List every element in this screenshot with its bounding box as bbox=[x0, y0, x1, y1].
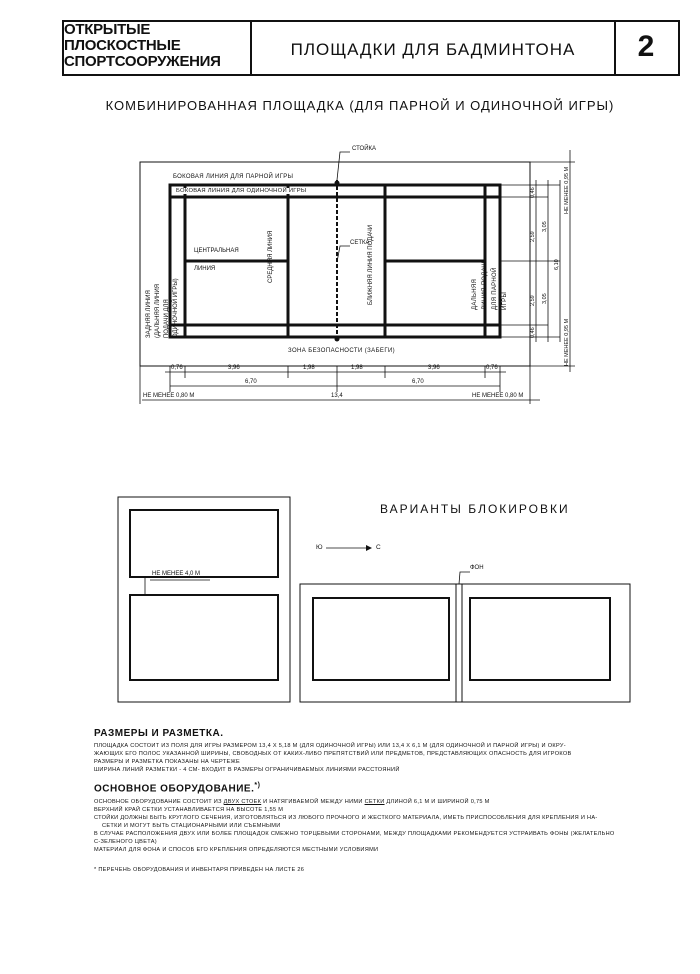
brand-line-1: ОТКРЫТЫЕ bbox=[64, 21, 151, 38]
post-label: СТОЙКА bbox=[352, 146, 377, 152]
dim-half: 6,70 bbox=[245, 379, 257, 385]
north-label: С bbox=[376, 544, 381, 551]
middle-line-label: СРЕДНЯЯ ЛИНИЯ bbox=[268, 230, 274, 283]
dim-half: 6,70 bbox=[412, 379, 424, 385]
dim-bottom: 1,98 bbox=[351, 365, 363, 371]
sheet-number: 2 bbox=[637, 30, 655, 63]
short-service-line-label: БЛИЖНЯЯ ЛИНИЯ ПОДАЧИ bbox=[368, 224, 374, 305]
net-label: СЕТКА bbox=[350, 240, 370, 246]
min-right-label: НЕ МЕНЕЕ 0,80 М bbox=[472, 393, 524, 399]
dim-bottom: 0,76 bbox=[486, 365, 498, 371]
south-label: Ю bbox=[316, 544, 323, 551]
dim-right-mid: 3,05 bbox=[542, 221, 548, 232]
dim-total-length: 13,4 bbox=[331, 393, 343, 399]
variants-title: ВАРИАНТЫ БЛОКИРОВКИ bbox=[380, 502, 570, 516]
background-label: ФОН bbox=[470, 565, 484, 571]
singles-side-line-label: БОКОВАЯ ЛИНИЯ ДЛЯ ОДИНОЧНОЙ ИГРЫ bbox=[176, 188, 307, 194]
sizes-heading: РАЗМЕРЫ И РАЗМЕТКА. bbox=[94, 728, 224, 739]
footnote: * ПЕРЕЧЕНЬ ОБОРУДОВАНИЯ И ИНВЕНТАРЯ ПРИВЕДЕН НА ЛИСТЕ 26 bbox=[94, 867, 305, 873]
dim-bottom: 0,76 bbox=[171, 365, 183, 371]
back-line-label: ЗАДНЯЯ ЛИНИЯ (ДАЛЬНЯЯ ЛИНИЯ ПОДАЧИ ДЛЯ ОДИНОЧНОЙ ИГРЫ) bbox=[146, 278, 179, 338]
dim-right-inner: 2,59 bbox=[530, 295, 536, 306]
min-top-label: НЕ МЕНЕЕ 0,95 М bbox=[564, 166, 570, 214]
dim-right-inner: 2,59 bbox=[530, 231, 536, 242]
center-line-label-2: ЛИНИЯ bbox=[194, 266, 216, 272]
sheet-title: ПЛОЩАДКИ ДЛЯ БАДМИНТОНА bbox=[290, 40, 576, 59]
safety-zone-label: ЗОНА БЕЗОПАСНОСТИ (ЗАБЕГИ) bbox=[288, 348, 396, 354]
doubles-side-line-label: БОКОВАЯ ЛИНИЯ ДЛЯ ПАРНОЙ ИГРЫ bbox=[173, 174, 294, 180]
sizes-notes: ПЛОЩАДКА СОСТОИТ ИЗ ПОЛЯ ДЛЯ ИГРЫ РАЗМЕРОМ 13,4 Х 5,18 М (ДЛЯ ОДИНОЧНОЙ ИГРЫ) ИЛИ 13,4 Х 6,1 М (ДЛЯ ОДИНОЧНОЙ И ПАРНОЙ ИГРЫ) И ОКРУ- ЖАЮЩИХ ЕГО ПОЛОС УКАЗАННОЙ ШИРИНЫ, СВОБОДНЫХ ОТ КАКИХ-ЛИБО ПРЕПЯТСТВИЙ ИЛИ ПРЕДМЕТОВ, ПРЕДСТАВЛЯЮЩИХ ОПАСНОСТЬ ДЛЯ ИГРОКОВ РАЗМЕРЫ И РАЗМЕТКА ПОКАЗАНЫ НА ЧЕРТЕЖЕ ШИРИНА ЛИНИЙ РАЗМЕТКИ - 4 СМ- ВХОДИТ В РАЗМЕРЫ ОГРАНИЧИВАЕМЫХ ЛИНИЯМИ РАССТОЯНИЙ bbox=[94, 743, 572, 773]
dim-right-total: 6,10 bbox=[554, 259, 560, 270]
center-line-label: ЦЕНТРАЛЬНАЯ bbox=[194, 248, 239, 254]
long-service-line-label: ДАЛЬНЯЯ ЛИНИЯ ПОДАЧИ ДЛЯ ПАРНОЙ ИГРЫ bbox=[472, 258, 508, 310]
dim-right-inner: 0,46 bbox=[530, 187, 536, 198]
dim-bottom: 3,96 bbox=[228, 365, 240, 371]
dim-bottom: 1,98 bbox=[303, 365, 315, 371]
brand-line-3: СПОРТСООРУЖЕНИЯ bbox=[64, 53, 221, 70]
equipment-heading: ОСНОВНОЕ ОБОРУДОВАНИЕ.*) bbox=[94, 782, 261, 795]
min-bottom-label: НЕ МЕНЕЕ 0,95 М bbox=[564, 318, 570, 366]
dim-right-mid: 3,05 bbox=[542, 293, 548, 304]
dim-bottom: 3,96 bbox=[428, 365, 440, 371]
drawing-title: КОМБИНИРОВАННАЯ ПЛОЩАДКА (ДЛЯ ПАРНОЙ И ОДИНОЧНОЙ ИГРЫ) bbox=[105, 98, 615, 113]
dim-right-inner: 0,46 bbox=[530, 327, 536, 338]
equipment-notes: ОСНОВНОЕ ОБОРУДОВАНИЕ СОСТОИТ ИЗ ДВУХ СТОЕК И НАТЯГИВАЕМОЙ МЕЖДУ НИМИ СЕТКИ ДЛИНОЙ 6,1 М И ШИРИНОЙ 0,75 М ВЕРХНИЙ КРАЙ СЕТКИ УСТАНАВЛИВАЕТСЯ НА ВЫСОТЕ 1,55 М СТОЙКИ ДОЛЖНЫ БЫТЬ КРУГЛОГО СЕЧЕНИЯ, ИЗГОТОВЛЯТЬСЯ ИЗ ЛЮБОГО ПРОЧНОГО И ЖЕСТКОГО МАТЕРИАЛА, ИМЕТЬ ПРИСПОСОБЛЕНИЯ ДЛЯ КРЕПЛЕНИЯ И НА- СЕТКИ И МОГУТ БЫТЬ СТАЦИОНАРНЫМИ ИЛИ СЪЕМНЫМИ В СЛУЧАЕ РАСПОЛОЖЕНИЯ ДВУХ ИЛИ БОЛЕЕ ПЛОЩАДОК СМЕЖНО ТОРЦЕВЫМИ СТОРОНАМИ, МЕЖДУ ПЛОЩАДКАМИ РЕКОМЕНДУЕТСЯ УСТРАИВАТЬ ФОНЫ (ЖЕЛАТЕЛЬНО С-ЗЕЛЕНОГО ЦВЕТА) МАТЕРИАЛ ДЛЯ ФОНА И СПОСОБ ЕГО КРЕПЛЕНИЯ ОПРЕДЕЛЯЮТСЯ МЕСТНЫМИ УСЛОВИЯМИ bbox=[94, 799, 615, 853]
brand-line-2: ПЛОСКОСТНЫЕ bbox=[64, 37, 181, 54]
min-distance-label: НЕ МЕНЕЕ 4,0 М bbox=[152, 571, 201, 577]
min-left-label: НЕ МЕНЕЕ 0,80 М bbox=[143, 393, 195, 399]
